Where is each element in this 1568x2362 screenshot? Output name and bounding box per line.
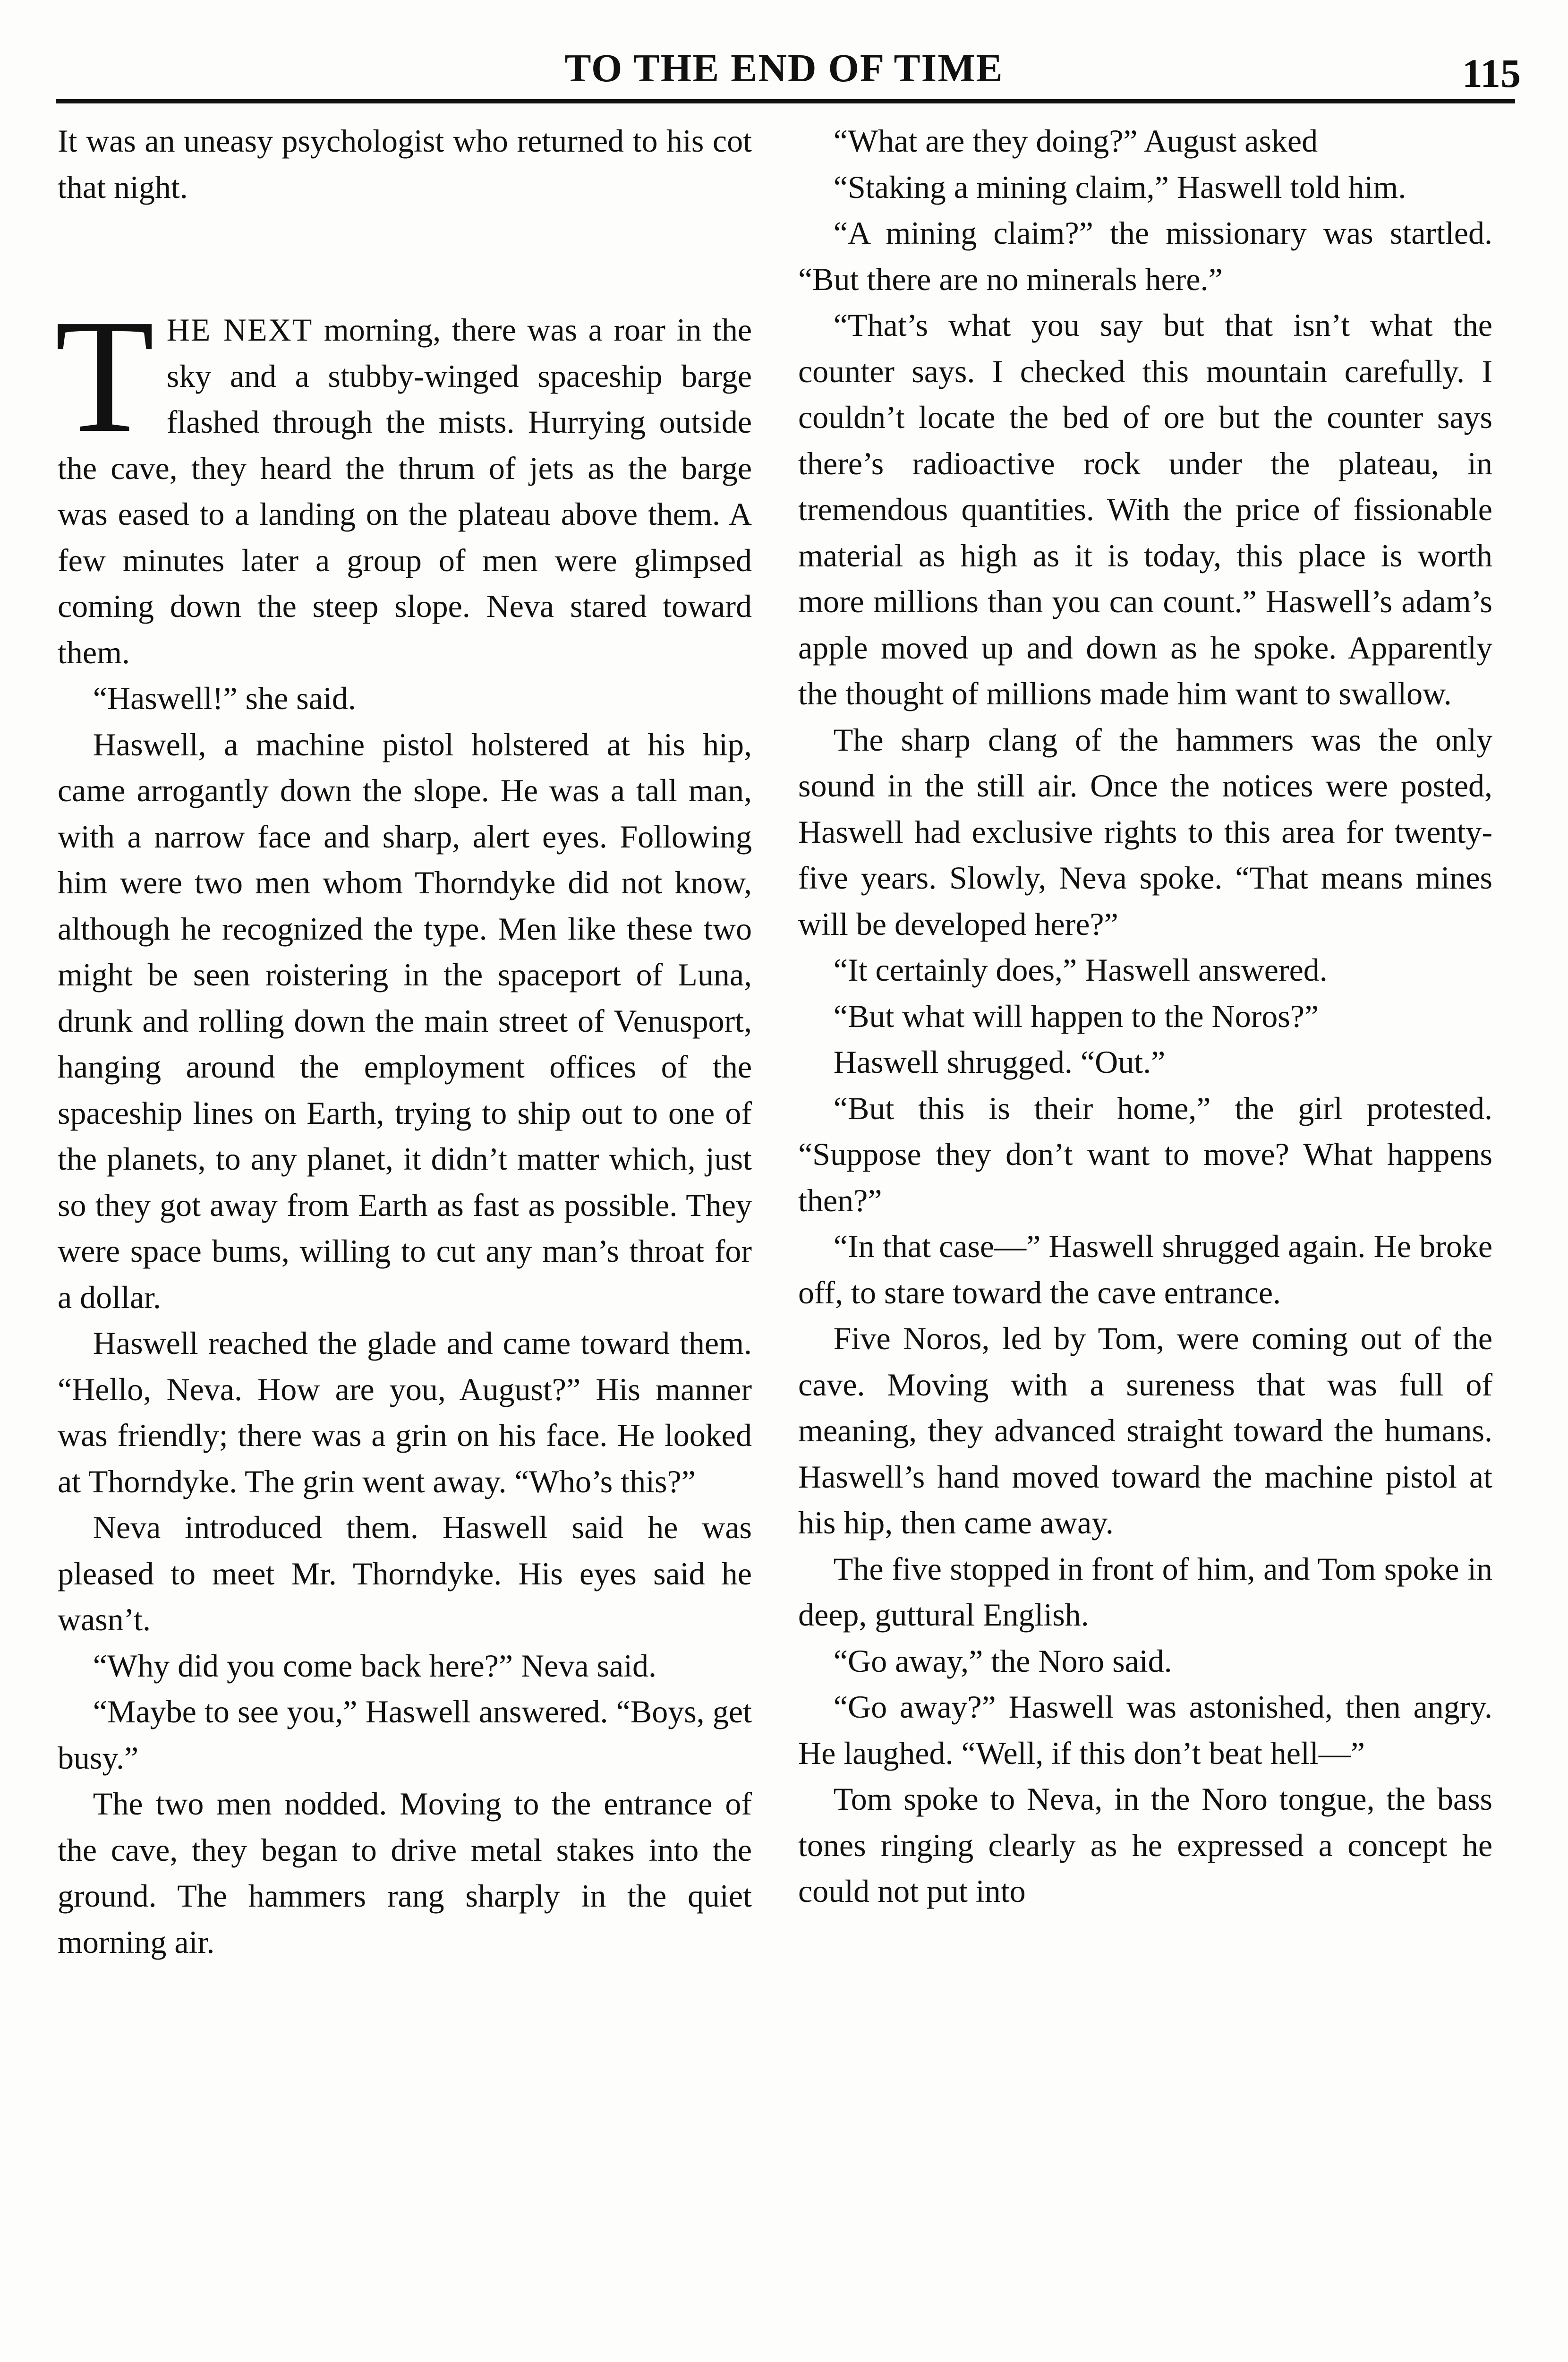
paragraph-text: morning, there was a roar in the sky and a stubby-winged spaceship barge flashed through the mists. Hurrying outside the cave, they heard the thrum of jets as the barge was eased to a landing on the plateau above them. A few minutes later a group of men were glimpsed coming down the steep slope. Neva stared toward them. bbox=[58, 312, 752, 670]
paragraph: “That’s what you say but that isn’t what the counter says. I checked this mountain carefully. I couldn’t locate the bed of ore but the counter says there’s radioactive rock under the plateau, in tremendous quantities. With the price of fissionable material as high as it is today, this place is worth more millions than you can count.” Haswell’s adam’s apple moved up and down as he spoke. Apparently the thought of millions made him want to swallow. bbox=[798, 307, 1492, 711]
paragraph: “Haswell!” she said. bbox=[93, 680, 356, 716]
small-caps-lead: HE NEXT bbox=[166, 312, 313, 348]
paragraph: “But this is their home,” the girl protested. “Suppose they don’t want to move? What happens then?” bbox=[798, 1090, 1492, 1218]
left-column bbox=[55, 118, 752, 2338]
running-title: TO THE END OF TIME bbox=[564, 46, 1004, 90]
paragraph: Neva introduced them. Haswell said he was pleased to meet Mr. Thorndyke. His eyes said he wasn’t. bbox=[58, 1509, 752, 1637]
paragraph: “Go away,” the Noro said. bbox=[833, 1643, 1172, 1679]
page-number: 115 bbox=[1462, 51, 1521, 96]
paragraph: “A mining claim?” the missionary was startled. “But there are no minerals here.” bbox=[798, 215, 1492, 297]
paragraph: “It certainly does,” Haswell answered. bbox=[833, 952, 1328, 988]
paragraph: “Go away?” Haswell was astonished, then angry. He laughed. “Well, if this don’t beat hell—” bbox=[798, 1689, 1492, 1771]
running-head bbox=[0, 45, 1568, 96]
paragraph: The two men nodded. Moving to the entrance of the cave, they began to drive metal stakes into the ground. The hammers rang sharply in the quiet morning air. bbox=[58, 1786, 752, 1960]
paragraph: Haswell reached the glade and came toward them. “Hello, Neva. How are you, August?” His manner was friendly; there was a grin on his face. He looked at Thorndyke. The grin went away. “Who’s this?” bbox=[58, 1325, 752, 1499]
paragraph: Haswell shrugged. “Out.” bbox=[833, 1044, 1166, 1080]
paragraph: Tom spoke to Neva, in the Noro tongue, the bass tones ringing clearly as he expressed a concept he could not put into bbox=[798, 1781, 1492, 1909]
paragraph: Five Noros, led by Tom, were coming out of the cave. Moving with a sureness that was full of meaning, they advanced straight toward the humans. Haswell’s hand moved toward the machine pistol at his hip, then came away. bbox=[798, 1320, 1492, 1540]
paragraph: “In that case—” Haswell shrugged again. He broke off, to stare toward the cave entrance. bbox=[798, 1228, 1492, 1310]
drop-cap: T bbox=[55, 286, 154, 466]
paragraph: “Staking a mining claim,” Haswell told him. bbox=[833, 169, 1406, 205]
right-column bbox=[798, 118, 1492, 2338]
paragraph: It was an uneasy psychologist who returned to his cot that night. bbox=[58, 123, 752, 205]
header-rule bbox=[56, 99, 1515, 103]
paragraph: “Why did you come back here?” Neva said. bbox=[93, 1647, 657, 1684]
paragraph: “What are they doing?” August asked bbox=[833, 123, 1318, 159]
paragraph: The five stopped in front of him, and Tom spoke in deep, guttural English. bbox=[798, 1550, 1492, 1633]
section-start-paragraph bbox=[55, 286, 752, 676]
paragraph: “Maybe to see you,” Haswell answered. “Boys, get busy.” bbox=[58, 1694, 752, 1776]
paragraph: The sharp clang of the hammers was the only sound in the still air. Once the notices were posted, Haswell had exclusive rights to this area for twenty-five years. Slowly, Neva spoke. “That means mines will be developed here?” bbox=[798, 721, 1492, 942]
paragraph: Haswell, a machine pistol holstered at his hip, came arrogantly down the slope. He was a tall man, with a narrow face and sharp, alert eyes. Following him were two men whom Thorndyke did not know, although he recognized the type. Men like these two might be seen roistering in the spaceport of Luna, drunk and rolling down the main street of Venusport, hanging around the employment offices of the spaceship lines on Earth, trying to ship out to one of the planets, to any planet, it didn’t matter which, just so they got away from Earth as fast as possible. They were space bums, willing to cut any man’s throat for a dollar. bbox=[58, 726, 752, 1315]
paragraph: “But what will happen to the Noros?” bbox=[833, 998, 1319, 1034]
